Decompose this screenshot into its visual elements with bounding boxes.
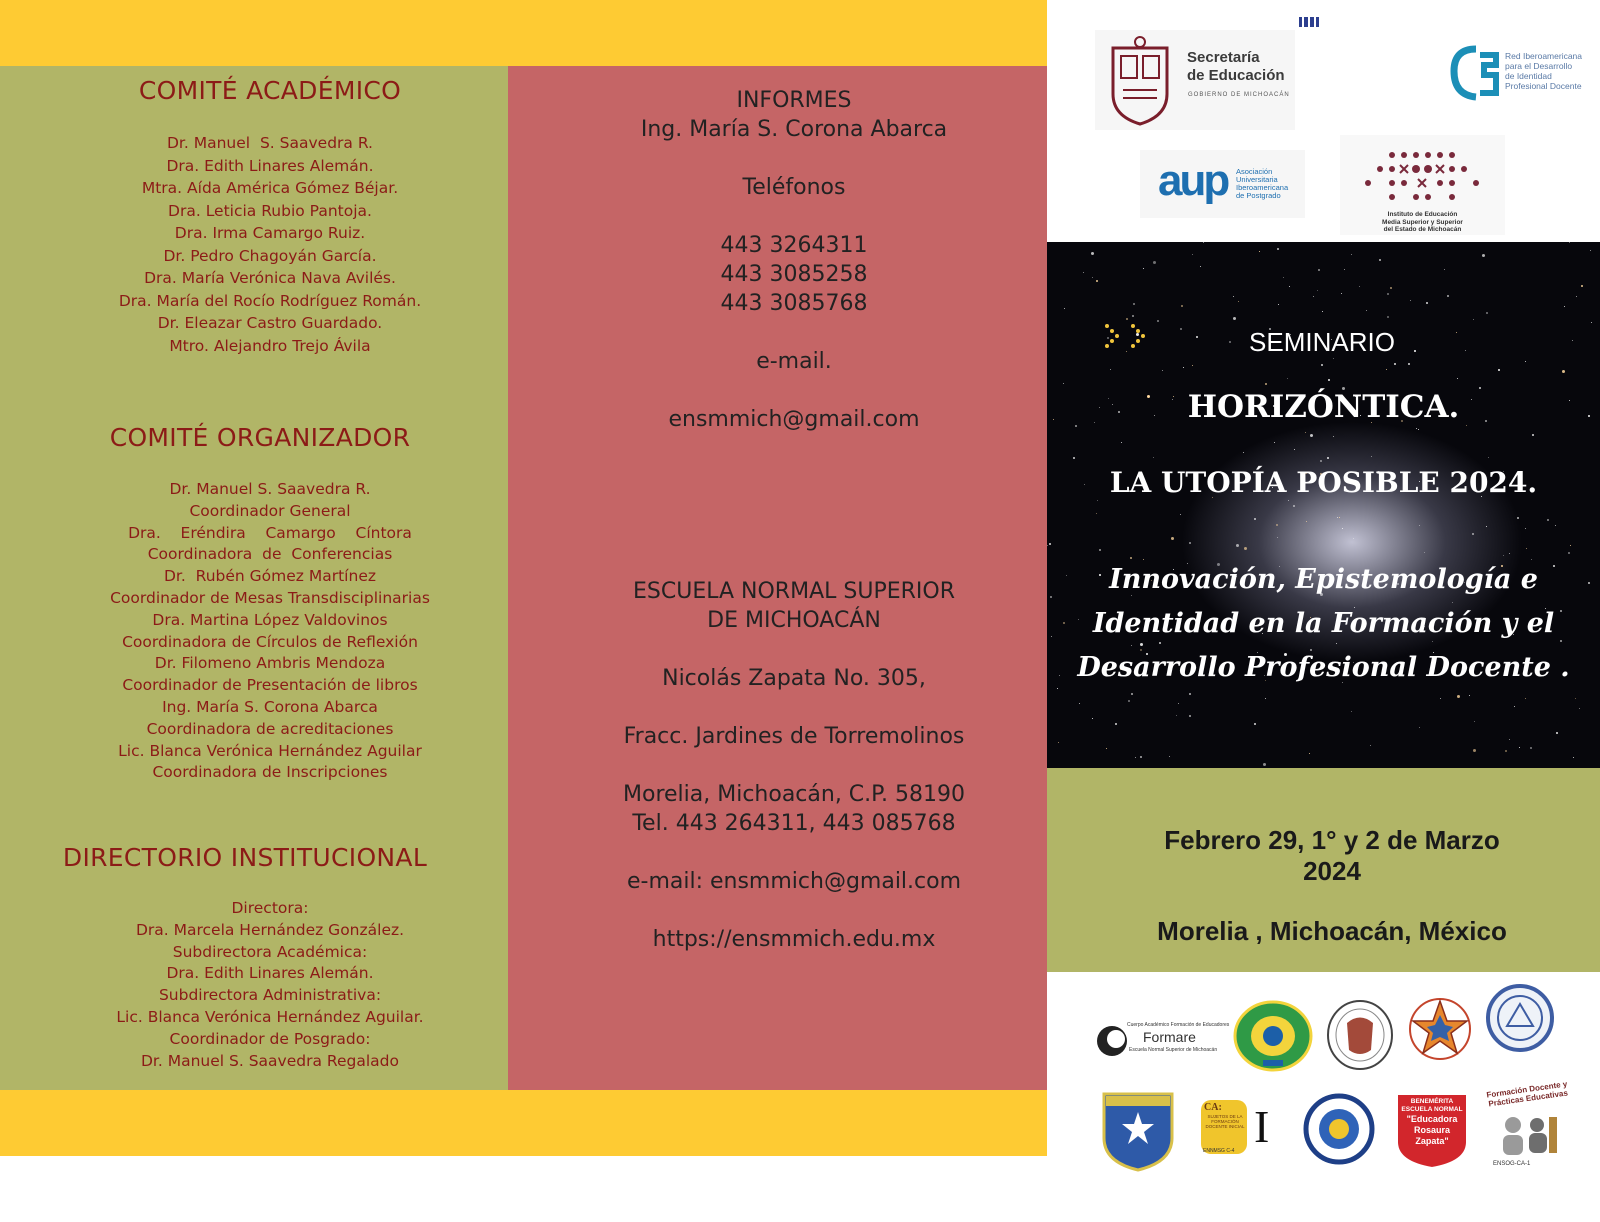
directorio-person: Dra. Edith Linares Alemán. [166, 964, 374, 983]
star-dot [1532, 434, 1534, 436]
school-phone[interactable]: Tel. 443 264311, 443 085768 [632, 811, 956, 836]
star-dot [1288, 500, 1289, 501]
star-dot [1289, 286, 1290, 287]
school-name: ESCUELA NORMAL SUPERIOR [633, 579, 955, 604]
comite-organizador-list [0, 479, 540, 784]
star-dot [1294, 449, 1295, 450]
star-dot [1379, 259, 1381, 261]
star-dot [1140, 756, 1142, 758]
star-dot [1169, 756, 1170, 757]
star-dot [1579, 708, 1580, 709]
organizer-line: Dr. Filomeno Ambris Mendoza [154, 654, 386, 673]
subtitle-line: Identidad en la Formación y el [1092, 608, 1555, 639]
event-title-2: LA UTOPÍA POSIBLE 2024. [1109, 466, 1538, 499]
phone-number[interactable]: 443 3085258 [720, 262, 868, 287]
arrows-decoration-icon [1103, 322, 1163, 352]
subtitle-line: Desarrollo Profesional Docente . [1077, 652, 1570, 683]
gobierno-text: GOBIERNO DE MICHOACÁN [1188, 92, 1290, 98]
organizer-line: Dra. Martina López Valdovinos [152, 610, 388, 629]
star-dot [1135, 757, 1136, 758]
star-dot [1564, 306, 1565, 307]
star-dot [1472, 533, 1474, 535]
ensog-code: ENSOG-CA-1 [1493, 1161, 1531, 1167]
organizer-line: Ing. María S. Corona Abarca [162, 697, 378, 716]
star-dot [1341, 293, 1342, 294]
star-dot [1591, 322, 1592, 323]
star-dot [1287, 378, 1288, 379]
star-dot [1337, 517, 1338, 518]
comite-academico-title: COMITÉ ACADÉMICO [138, 76, 402, 105]
red-ibero-line: para el Desarrollo [1505, 61, 1573, 71]
red-iberoamericana-logo [1450, 45, 1590, 105]
small-top-icon [1297, 14, 1321, 30]
star-dot [1568, 552, 1570, 554]
star-dot [1353, 538, 1354, 539]
star-dot [1096, 280, 1098, 282]
star-dot [1488, 457, 1489, 458]
directorio-person: Lic. Blanca Verónica Hernández Aguilar. [116, 1007, 424, 1026]
star-dot [1503, 555, 1504, 556]
star-dot [1426, 302, 1428, 304]
star-dot [1083, 272, 1084, 273]
star-dot [1465, 350, 1466, 351]
ca-label: CA: [1204, 1102, 1222, 1113]
star-dot [1189, 693, 1191, 695]
star-dot [1394, 363, 1396, 365]
star-dot [1265, 698, 1266, 699]
date-year: 2024 [1303, 856, 1361, 886]
subtitle-line: Innovación, Epistemología e [1109, 564, 1538, 595]
star-dot [1333, 358, 1334, 359]
star-dot [1555, 525, 1556, 526]
star-dot [1525, 528, 1526, 529]
organizer-line: Lic. Blanca Verónica Hernández Aguilar [118, 741, 422, 760]
star-dot [1556, 732, 1558, 734]
star-dot [1351, 711, 1352, 712]
instituto-line: Media Superior y Superior [1382, 218, 1463, 226]
event-location: Morelia , Michoacán, México [1157, 916, 1507, 946]
formare-swirl-icon [1095, 1021, 1129, 1061]
star-dot [1244, 547, 1247, 550]
star-dot [1575, 698, 1576, 699]
red-ibero-line: de Identidad [1505, 71, 1552, 81]
star-dot [1387, 293, 1389, 295]
star-dot [1099, 549, 1101, 551]
instituto-dots-icon [1362, 143, 1482, 213]
star-dot [1322, 311, 1323, 312]
star-dot [1327, 457, 1329, 459]
star-dot [1509, 553, 1510, 554]
website-link[interactable]: https://ensmmich.edu.mx [652, 927, 936, 952]
star-dot [1153, 457, 1154, 458]
neighborhood: Fracc. Jardines de Torremolinos [623, 724, 965, 749]
formare-sub: Escuela Normal Superior de Michoacán [1129, 1047, 1218, 1053]
aup-desc-line: Asociación [1236, 167, 1273, 176]
organizer-line: Coordinadora de acreditaciones [146, 719, 394, 738]
star-dot [1359, 286, 1360, 287]
directorio-role: Directora: [231, 899, 309, 917]
phone-number[interactable]: 443 3085768 [720, 291, 868, 316]
star-dot [1180, 328, 1182, 330]
aup-logo [1140, 150, 1305, 218]
formacion-text: Formación Docente y Prácticas Educativas [1485, 1079, 1569, 1109]
event-dates [1082, 825, 1582, 887]
star-dot [1457, 378, 1458, 379]
member-name: Dra. Edith Linares Alemán. [166, 156, 374, 175]
star-dot [1342, 528, 1343, 529]
event-subtitle [1047, 558, 1600, 690]
star-dot [1590, 250, 1591, 251]
star-dot [1447, 295, 1449, 297]
organizer-line: Dr. Rubén Gómez Martínez [163, 567, 376, 586]
instituto-educacion-logo [1340, 135, 1505, 235]
michoacan-shield-icon [1105, 34, 1175, 130]
informes-block [508, 86, 1080, 434]
star-dot [1456, 332, 1457, 333]
organizer-line: Coordinador General [189, 501, 351, 520]
star-dot [1486, 312, 1488, 314]
contact-name: Ing. María S. Corona Abarca [640, 117, 948, 142]
star-dot [1189, 542, 1191, 544]
star-dot [1092, 718, 1093, 719]
star-dot [1121, 442, 1122, 443]
formare-logo [1093, 1015, 1230, 1070]
star-dot [1091, 252, 1094, 255]
star-dot [1519, 747, 1520, 748]
star-dot [1277, 248, 1279, 250]
star-dot [1408, 363, 1410, 365]
star-dot [1386, 369, 1387, 370]
member-name: Mtro. Alejandro Trejo Ávila [169, 336, 371, 355]
member-name: Dra. Irma Camargo Ruiz. [174, 224, 366, 242]
organizer-line: Dr. Manuel S. Saavedra R. [169, 480, 371, 498]
star-dot [1128, 700, 1130, 702]
star-dot [1569, 242, 1570, 243]
star-dot [1440, 698, 1441, 699]
star-dot [1181, 305, 1183, 307]
green-circle-seal-icon [1233, 1000, 1313, 1072]
educadora-line: BENEMÉRITA [1410, 1098, 1454, 1105]
star-dot [1203, 242, 1204, 243]
star-dot [1110, 369, 1111, 370]
star-dot [1370, 745, 1371, 746]
aup-desc-line: de Postgrado [1236, 191, 1281, 200]
star-dot [1200, 266, 1201, 267]
star-dot [1047, 545, 1048, 546]
organizer-line: Dra. Eréndira Camargo Cíntora [128, 523, 412, 542]
email-label: e-mail. [756, 349, 832, 374]
star-dot [1143, 268, 1144, 269]
star-dot [1321, 364, 1323, 366]
red-ibero-line: Red Iberoamericana [1505, 51, 1583, 61]
directorio-person: Dr. Manuel S. Saavedra Regalado [141, 1051, 399, 1070]
cuerpo-academico-star-icon [1405, 993, 1475, 1073]
star-dot [1351, 254, 1352, 255]
star-dot [1233, 296, 1234, 297]
star-dot [1096, 513, 1097, 514]
instituto-line: del Estado de Michoacán [1383, 226, 1462, 233]
ca-sujetos-logo [1199, 1098, 1274, 1156]
member-name: Dra. Leticia Rubio Pantoja. [168, 201, 372, 220]
directorio-role: Coordinador de Posgrado: [169, 1029, 371, 1048]
member-name: Mtra. Aída América Gómez Béjar. [141, 179, 399, 197]
star-dot [1416, 428, 1417, 429]
star-dot [1339, 517, 1340, 518]
event-title: HORIZÓNTICA. [1187, 389, 1460, 425]
star-dot [1073, 457, 1075, 459]
star-dot [1259, 251, 1260, 252]
star-dot [1049, 543, 1051, 545]
educadora-line: Rosaura [1413, 1125, 1450, 1135]
star-dot [1192, 254, 1193, 255]
star-dot [1530, 747, 1532, 749]
ca-code: ENNMSG C-4 [1203, 1148, 1235, 1154]
instituto-line: Instituto de Educación [1387, 211, 1458, 218]
secretaria-text-2: de Educación [1187, 67, 1285, 84]
star-dot [1473, 319, 1474, 320]
star-dot [1092, 277, 1093, 278]
city-zip: Morelia, Michoacán, C.P. 58190 [623, 782, 965, 807]
comite-academico-list [0, 132, 540, 357]
star-dot [1418, 429, 1419, 430]
member-name: Dra. María del Rocío Rodríguez Román. [118, 291, 422, 310]
star-dot [1176, 715, 1177, 716]
formare-wordmark: Formare [1143, 1029, 1196, 1045]
star-dot [1133, 303, 1135, 305]
star-dot [1486, 526, 1487, 527]
blue-round-seal-icon [1303, 1093, 1375, 1165]
educadora-line: Zapata" [1415, 1136, 1449, 1146]
star-dot [1482, 254, 1485, 257]
star-dot [1419, 727, 1420, 728]
star-dot [1509, 739, 1510, 740]
star-dot [1106, 748, 1107, 749]
directorio-role: Subdirectora Académica: [172, 942, 368, 961]
secretaria-educacion-logo [1095, 30, 1295, 130]
email-link[interactable]: ensmmich@gmail.com [668, 407, 920, 432]
star-dot [1274, 442, 1275, 443]
aup-desc [1236, 168, 1288, 200]
aup-wordmark: aup [1158, 156, 1228, 205]
star-dot [1498, 369, 1500, 371]
star-dot [1581, 285, 1583, 287]
informes-heading: INFORMES [736, 88, 852, 113]
star-dot [1306, 521, 1307, 522]
blue-ring-seal-icon [1485, 982, 1555, 1054]
formacion-docente-logo [1485, 1079, 1570, 1175]
instituto-text [1340, 211, 1505, 234]
star-dot [1183, 367, 1184, 368]
organizer-line: Coordinador de Mesas Transdisciplinarias [110, 588, 430, 607]
star-dot [1366, 310, 1367, 311]
star-dot [1473, 749, 1476, 752]
organizer-line: Coordinadora de Inscripciones [152, 763, 388, 782]
educadora-line: "Educadora [1406, 1114, 1458, 1124]
directorio-title: DIRECTORIO INSTITUCIONAL [62, 843, 428, 872]
star-dot [1115, 723, 1117, 725]
directorio-person: Dra. Marcela Hernández González. [135, 920, 405, 939]
organizer-line: Coordinador de Presentación de libros [122, 676, 418, 695]
star-dot [1233, 317, 1236, 320]
comite-organizador-title: COMITÉ ORGANIZADOR [109, 423, 411, 452]
star-dot [1505, 750, 1507, 752]
top-yellow-band [0, 0, 1047, 66]
star-dot [1126, 318, 1128, 320]
star-dot [1276, 524, 1278, 526]
bottom-yellow-band [0, 1090, 1047, 1156]
star-dot [1474, 721, 1475, 722]
star-dot [1457, 695, 1460, 698]
star-dot [1517, 517, 1519, 519]
star-dot [1572, 340, 1573, 341]
star-dot [1576, 296, 1577, 297]
chinese-style-seal-icon [1325, 998, 1395, 1072]
aup-desc-line: Iberoamericana [1236, 183, 1289, 192]
star-dot [1178, 703, 1179, 704]
star-dot [1254, 518, 1256, 520]
school-block [508, 577, 1080, 954]
star-dot [1236, 544, 1239, 547]
organizer-line: Coordinadora de Círculos de Reflexión [122, 632, 418, 651]
star-dot [1153, 261, 1156, 264]
people-reading-icon [1491, 1111, 1561, 1159]
educadora-rosaura-zapata-logo [1393, 1090, 1471, 1170]
star-dot [1525, 361, 1526, 362]
star-dot [1283, 277, 1284, 278]
star-dot [1310, 434, 1313, 437]
member-name: Dra. María Verónica Nava Avilés. [144, 269, 396, 287]
star-dot [1547, 519, 1549, 521]
star-dot [1317, 290, 1318, 291]
star-dot [1444, 269, 1445, 270]
star-dot [1514, 706, 1515, 707]
star-dot [1132, 315, 1134, 317]
star-dot [1573, 757, 1574, 758]
star-dot [1277, 537, 1278, 538]
member-name: Dr. Manuel S. Saavedra R. [167, 134, 373, 152]
star-dot [1387, 316, 1389, 318]
educadora-text [1393, 1098, 1471, 1147]
star-dot [1525, 698, 1526, 699]
secretaria-text: Secretaría [1187, 49, 1260, 66]
star-dot [1293, 505, 1295, 507]
star-dot [1097, 500, 1098, 501]
star-dot [1192, 365, 1193, 366]
star-dot [1309, 753, 1310, 754]
telefonos-label: Teléfonos [742, 175, 846, 200]
educadora-line: ESCUELA NORMAL [1401, 1106, 1463, 1113]
star-dot [1419, 525, 1420, 526]
star-dot [1305, 432, 1306, 433]
roman-one-mark: I [1254, 1101, 1270, 1152]
directorio-role: Subdirectora Administrativa: [158, 986, 382, 1005]
ca-text: SUJETOS DE LA FORMACIÓN DOCENTE INICIAL [1205, 1114, 1245, 1129]
red-ibero-emblem-icon [1450, 45, 1502, 101]
star-dot [1333, 436, 1334, 437]
star-dot [1526, 548, 1527, 549]
star-dot [1265, 383, 1267, 385]
member-name: Dr. Pedro Chagoyán García. [163, 246, 377, 265]
star-dot [1424, 552, 1425, 553]
star-dot [1171, 537, 1174, 540]
star-dot [1131, 693, 1133, 695]
star-dot [1328, 379, 1330, 381]
directorio-list [0, 898, 540, 1072]
star-dot [1371, 456, 1372, 457]
star-dot [1180, 514, 1181, 515]
star-dot [1410, 300, 1411, 301]
aup-desc-line: Universitaria [1236, 175, 1278, 184]
school-email[interactable]: e-mail: ensmmich@gmail.com [626, 869, 962, 894]
seminario-label: SEMINARIO [1249, 327, 1395, 357]
star-dot [1390, 287, 1392, 289]
star-dot [1344, 269, 1345, 270]
star-dot [1263, 763, 1266, 766]
formare-small: Cuerpo Académico Formación de Educadores [1127, 1022, 1230, 1028]
normal-shield-icon [1100, 1090, 1176, 1172]
star-dot [1313, 296, 1314, 297]
date-line: Febrero 29, 1° y 2 de Marzo [1164, 825, 1500, 855]
star-dot [1254, 723, 1256, 725]
organizer-line: Coordinadora de Conferencias [147, 545, 393, 564]
star-dot [1469, 695, 1470, 696]
star-dot [1243, 452, 1244, 453]
star-dot [1189, 715, 1191, 717]
street-address: Nicolás Zapata No. 305, [662, 666, 926, 691]
red-ibero-text [1505, 51, 1582, 91]
star-dot [1238, 301, 1239, 302]
star-dot [1320, 460, 1322, 462]
star-dot [1162, 370, 1163, 371]
star-dot [1278, 304, 1279, 305]
red-ibero-line: Profesional Docente [1505, 81, 1582, 91]
school-name-2: DE MICHOACÁN [707, 608, 881, 633]
phone-number[interactable]: 443 3264311 [720, 233, 868, 258]
star-dot [1318, 269, 1320, 271]
star-dot [1562, 370, 1565, 373]
member-name: Dr. Eleazar Castro Guardado. [157, 314, 383, 332]
star-dot [1466, 425, 1467, 426]
star-dot [1570, 545, 1571, 546]
